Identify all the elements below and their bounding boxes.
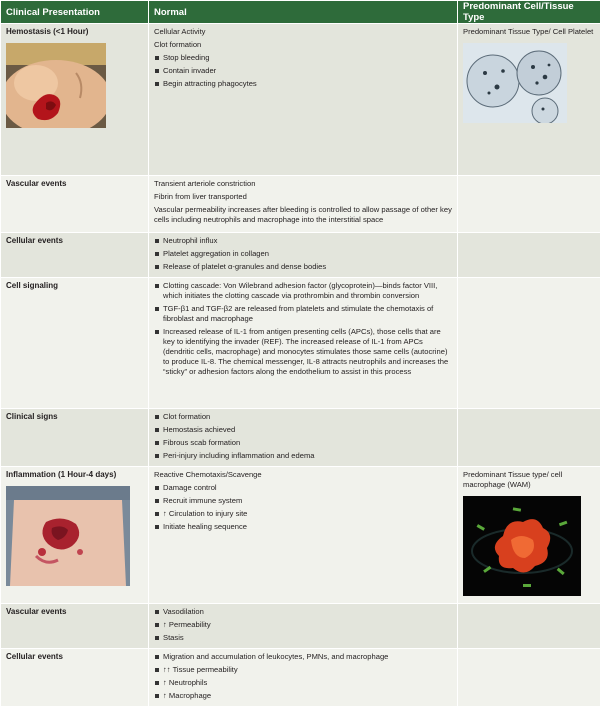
row-label: Hemostasis (<1 Hour) xyxy=(6,27,143,37)
row-text: Transient arteriole constriction xyxy=(154,179,452,189)
list-item: Clot formation xyxy=(154,412,452,422)
list-item: Hemostasis achieved xyxy=(154,425,452,435)
bullet-list xyxy=(154,53,452,89)
list-item: Vasodilation xyxy=(154,607,452,617)
macrophage-image xyxy=(463,496,581,596)
list-item: ↑ Permeability xyxy=(154,620,452,630)
list-item: Recruit immune system xyxy=(154,496,452,506)
header-cell-tissue-type: Predominant Cell/Tissue Type xyxy=(458,1,600,24)
list-item: Contain invader xyxy=(154,66,452,76)
list-item: ↑ Circulation to injury site xyxy=(154,509,452,519)
bullet-list xyxy=(154,607,452,643)
table-row xyxy=(1,278,600,409)
list-item: Migration and accumulation of leukocytes, PMNs, and macrophage xyxy=(154,652,452,662)
list-item: Peri-injury including inflammation and edema xyxy=(154,451,452,461)
table-row xyxy=(1,409,600,467)
table-row xyxy=(1,24,600,176)
list-item: ↑↑ Tissue permeability xyxy=(154,665,452,675)
list-item: Fibrous scab formation xyxy=(154,438,452,448)
row-label: Cellular events xyxy=(1,649,149,707)
row-label: Clinical signs xyxy=(1,409,149,467)
bullet-list xyxy=(154,236,452,272)
row-label: Cellular events xyxy=(1,233,149,278)
cell-type-text: Predominant Tissue Type/ Cell Platelet xyxy=(463,27,595,37)
list-item: Increased release of IL-1 from antigen presenting cells (APCs), those cells that are key to identifying the invader (REF). The increased release of IL-1 from APCs (dendritic cells, macrophage) and monocytes stimulates those same cells (autocrine) to produce IL-8. The chemical messenger, IL-8 attracts neutrophils and increases the “sticky” or adhesion factors along the endothelium to assist in this process xyxy=(154,327,452,377)
list-item: Release of platelet α-granules and dense bodies xyxy=(154,262,452,272)
cell-type-text: Predominant Tissue type/ cell macrophage (WAM) xyxy=(463,470,595,490)
table-row xyxy=(1,467,600,604)
row-text: Fibrin from liver transported xyxy=(154,192,452,202)
row-label: Vascular events xyxy=(1,604,149,649)
table-row xyxy=(1,176,600,233)
list-item: Stop bleeding xyxy=(154,53,452,63)
list-item: Stasis xyxy=(154,633,452,643)
row-text: Reactive Chemotaxis/Scavenge xyxy=(154,470,452,480)
row-label: Inflammation (1 Hour-4 days) xyxy=(6,470,143,480)
header-normal: Normal xyxy=(149,1,458,24)
table-row xyxy=(1,604,600,649)
list-item: Platelet aggregation in collagen xyxy=(154,249,452,259)
bullet-list xyxy=(154,652,452,701)
table-row xyxy=(1,649,600,707)
bullet-list xyxy=(154,483,452,532)
list-item: Damage control xyxy=(154,483,452,493)
bullet-list xyxy=(154,281,452,377)
platelet-micrograph xyxy=(463,43,567,123)
table-row xyxy=(1,233,600,278)
list-item: Begin attracting phagocytes xyxy=(154,79,452,89)
row-label: Vascular events xyxy=(1,176,149,233)
row-text: Cellular Activity xyxy=(154,27,452,37)
row-text: Clot formation xyxy=(154,40,452,50)
table-header-row xyxy=(1,1,600,24)
hemostasis-wound-photo xyxy=(6,43,106,128)
list-item: Clotting cascade: Von Wilebrand adhesion factor (glycoprotein)—binds factor VIII, which initiates the clotting cascade via prothrombin and thrombin conversion xyxy=(154,281,452,301)
header-clinical-presentation: Clinical Presentation xyxy=(1,1,149,24)
bullet-list xyxy=(154,412,452,461)
list-item: TGF-β1 and TGF-β2 are released from platelets and stimulate the chemotaxis of fibroblast and macrophage xyxy=(154,304,452,324)
list-item: ↑ Macrophage xyxy=(154,691,452,701)
list-item: Initiate healing sequence xyxy=(154,522,452,532)
row-text: Vascular permeability increases after bleeding is controlled to allow passage of other key cells including neutrophils and macrophage into the interstitial space xyxy=(154,205,452,225)
inflammation-wound-photo xyxy=(6,486,130,586)
list-item: Neutrophil influx xyxy=(154,236,452,246)
row-label: Cell signaling xyxy=(1,278,149,409)
list-item: ↑ Neutrophils xyxy=(154,678,452,688)
